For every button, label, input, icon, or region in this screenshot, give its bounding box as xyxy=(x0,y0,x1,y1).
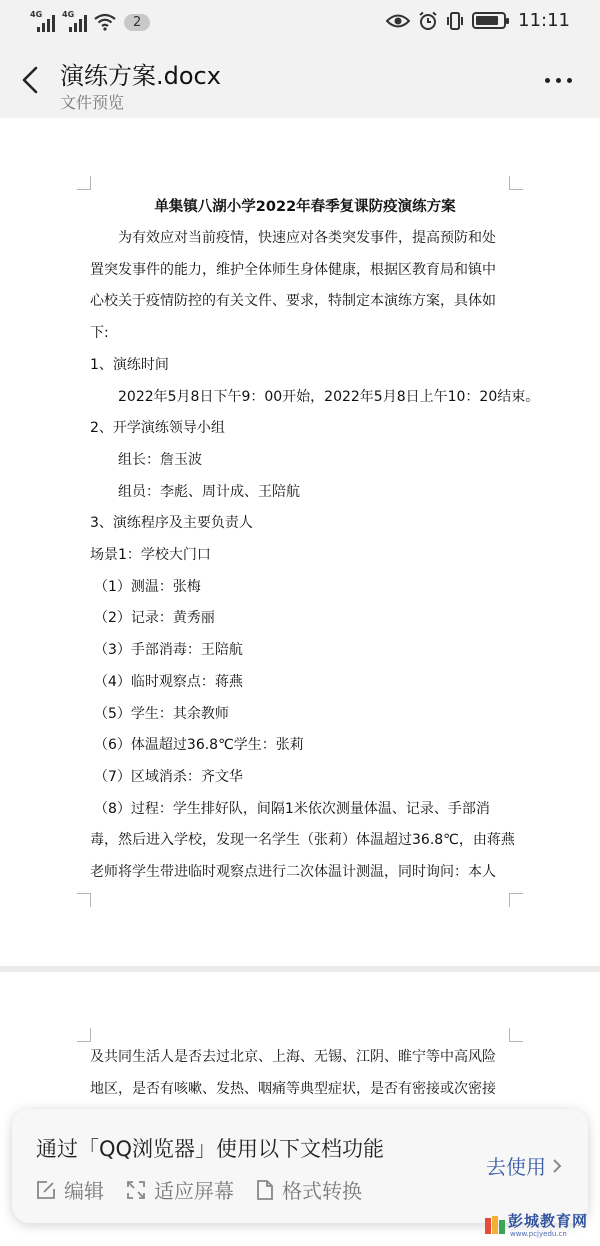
document-body xyxy=(90,1042,520,1105)
format-convert-feature-label: 格式转换 xyxy=(282,1179,362,1203)
paragraph-line: 为有效应对当前疫情，快速应对各类突发事件，提高预防和处 xyxy=(118,230,496,246)
site-watermark xyxy=(484,1208,594,1242)
watermark-url: www.pcjyedu.cn xyxy=(510,1230,567,1238)
network-type-label: 4G xyxy=(30,10,43,19)
list-item: （7）区域消杀：齐文华 xyxy=(94,768,243,785)
paragraph-line: 地区，是否有咳嗽、发热、咽痛等典型症状，是否有密接或次密接 xyxy=(90,1080,496,1097)
paragraph-line: 置突发事件的能力，维护全体师生身体健康，根据区教育局和镇中 xyxy=(90,261,496,278)
list-item: （3）手部消毒：王陪航 xyxy=(94,642,243,659)
format-convert-feature-button[interactable] xyxy=(256,1175,362,1204)
fit-screen-feature-label: 适应屏幕 xyxy=(154,1179,234,1203)
go-use-label: 去使用 xyxy=(486,1155,546,1179)
list-item: （4）临时观察点：蒋燕 xyxy=(94,673,243,690)
battery-icon xyxy=(472,12,506,29)
paragraph-line: 心校关于疫情防控的有关文件、要求，特制定本演练方案，具体如 xyxy=(90,293,496,310)
document-body xyxy=(90,191,540,889)
edit-feature-label: 编辑 xyxy=(64,1179,104,1203)
section-heading: 2、开学演练领导小组 xyxy=(90,420,225,437)
document-heading: 单集镇八湖小学2022年春季复课防疫演练方案 xyxy=(154,199,456,215)
watermark-name: 彭城教育网 xyxy=(508,1212,589,1230)
paragraph-line: 组员：李彪、周计成、王陪航 xyxy=(118,483,300,500)
vibrate-icon xyxy=(446,11,464,31)
network-type-label: 4G xyxy=(62,10,75,19)
more-options-icon[interactable] xyxy=(545,78,572,83)
status-time: 11:11 xyxy=(518,10,570,31)
wifi-icon xyxy=(94,13,116,31)
paragraph-line: 及共同生活人是否去过北京、上海、无锡、江阴、睢宁等中高风险 xyxy=(90,1049,496,1065)
cellular-signal-icon xyxy=(30,12,56,32)
list-item: （2）记录：黄秀丽 xyxy=(94,610,215,627)
paragraph-line: 2022年5月8日下午9：00开始，2022年5月8日上午10：20结束。 xyxy=(118,388,540,405)
paragraph-line: 组长：詹玉波 xyxy=(118,451,202,468)
page-margin-mark xyxy=(509,893,523,907)
document-page-1[interactable] xyxy=(0,118,600,966)
fit-screen-feature-button[interactable] xyxy=(126,1175,234,1204)
page-margin-mark xyxy=(77,893,91,907)
document-title: 演练方案.docx xyxy=(60,62,221,90)
qq-browser-banner[interactable] xyxy=(12,1109,588,1223)
edit-feature-button[interactable] xyxy=(36,1175,104,1204)
paragraph-line: 场景1：学校大门口 xyxy=(90,547,211,564)
section-heading: 3、演练程序及主要负责人 xyxy=(90,515,253,532)
section-heading: 1、演练时间 xyxy=(90,356,169,373)
list-item: （5）学生：其余教师 xyxy=(94,705,229,722)
chevron-right-icon xyxy=(552,1158,562,1174)
page-margin-mark xyxy=(509,176,523,190)
page-margin-mark xyxy=(77,1028,91,1042)
paragraph-line: 毒，然后进入学校，发现一名学生（张莉）体温超过36.8℃，由蒋燕 xyxy=(90,832,515,849)
eye-comfort-icon xyxy=(386,13,410,29)
go-use-button[interactable] xyxy=(486,1151,562,1180)
watermark-logo-icon xyxy=(484,1214,506,1236)
status-bar xyxy=(0,0,600,44)
list-item: （6）体温超过36.8℃学生：张莉 xyxy=(94,737,304,754)
app-header xyxy=(0,44,600,118)
paragraph-line: 老师将学生带进临时观察点进行二次体温计测温，同时询问：本人 xyxy=(90,864,496,881)
back-arrow-icon[interactable] xyxy=(18,64,44,96)
cellular-signal-icon xyxy=(62,12,88,32)
document-subtitle: 文件预览 xyxy=(60,93,125,112)
banner-message: 通过「QQ浏览器」使用以下文档功能 xyxy=(36,1137,385,1161)
page-margin-mark xyxy=(77,176,91,190)
document-icon xyxy=(256,1180,274,1200)
fit-screen-icon xyxy=(126,1180,146,1200)
edit-icon xyxy=(36,1180,56,1200)
list-item: （8）过程：学生排好队，间隔1米依次测量体温、记录、手部消 xyxy=(94,800,490,817)
paragraph-line: 下: xyxy=(90,325,109,342)
page-margin-mark xyxy=(509,1028,523,1042)
alarm-clock-icon xyxy=(418,11,438,31)
list-item: （1）测温：张梅 xyxy=(94,578,201,595)
notification-count-badge: 2 xyxy=(124,14,150,31)
